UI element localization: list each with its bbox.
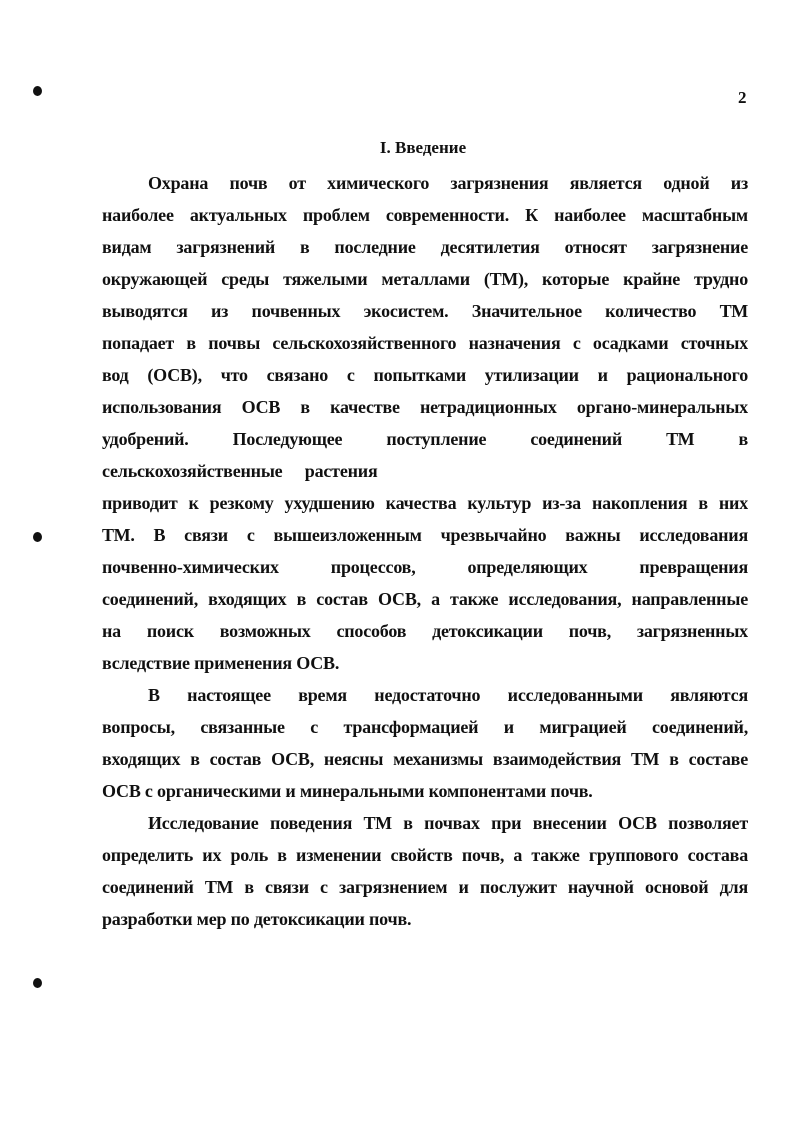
text-line: ОСВ с органическими и минеральными компонентами почв. — [102, 781, 593, 801]
punch-hole-bottom — [33, 978, 42, 988]
text-line: соединений ТМ в связи с загрязнением и послужит научной основой для — [102, 877, 748, 897]
text-line: почвенно-химических процессов, определяющих превращения — [102, 557, 748, 577]
page-number: 2 — [738, 88, 747, 107]
text-line: выводятся из почвенных экосистем. Значительное количество ТМ — [102, 301, 748, 321]
text-line: соединений, входящих в состав ОСВ, а также исследования, направленные — [102, 589, 748, 609]
text-line: Охрана почв от химического загрязнения является одной из — [148, 173, 748, 193]
text-line: Исследование поведения ТМ в почвах при внесении ОСВ позволяет — [148, 813, 748, 833]
text-line: определить их роль в изменении свойств почв, а также группового состава — [102, 845, 748, 865]
text-line: сельскохозяйственные растения — [102, 461, 378, 481]
text-line: вопросы, связанные с трансформацией и миграцией соединений, — [102, 717, 748, 737]
text-line: вследствие применения ОСВ. — [102, 653, 340, 673]
text-line: входящих в состав ОСВ, неясны механизмы взаимодействия ТМ в составе — [102, 749, 748, 769]
punch-hole-top — [33, 86, 42, 96]
text-line: удобрений. Последующее поступление соединений ТМ в — [102, 429, 748, 449]
text-line: на поиск возможных способов детоксикации почв, загрязненных — [102, 621, 748, 641]
paragraph-1 — [102, 167, 748, 679]
text-line: разработки мер по детоксикации почв. — [102, 909, 412, 929]
text-line: попадает в почвы сельскохозяйственного назначения с осадками сточных — [102, 333, 748, 353]
punch-hole-middle — [33, 532, 42, 542]
paragraph-3 — [102, 807, 748, 935]
text-line: вод (ОСВ), что связано с попытками утилизации и рационального — [102, 365, 748, 385]
text-line: видам загрязнений в последние десятилетия относят загрязнение — [102, 237, 748, 257]
text-line: использования ОСВ в качестве нетрадиционных органо-минеральных — [102, 397, 748, 417]
text-line: окружающей среды тяжелыми металлами (ТМ), которые крайне трудно — [102, 269, 748, 289]
text-line: В настоящее время недостаточно исследованными являются — [148, 685, 748, 705]
text-line: наиболее актуальных проблем современности. К наиболее масштабным — [102, 205, 748, 225]
section-heading: I. Введение — [379, 138, 467, 157]
text-line: приводит к резкому ухудшению качества культур из-за накопления в них — [102, 493, 748, 513]
paragraph-2 — [102, 679, 748, 807]
text-line: ТМ. В связи с вышеизложенным чрезвычайно важны исследования — [102, 525, 748, 545]
